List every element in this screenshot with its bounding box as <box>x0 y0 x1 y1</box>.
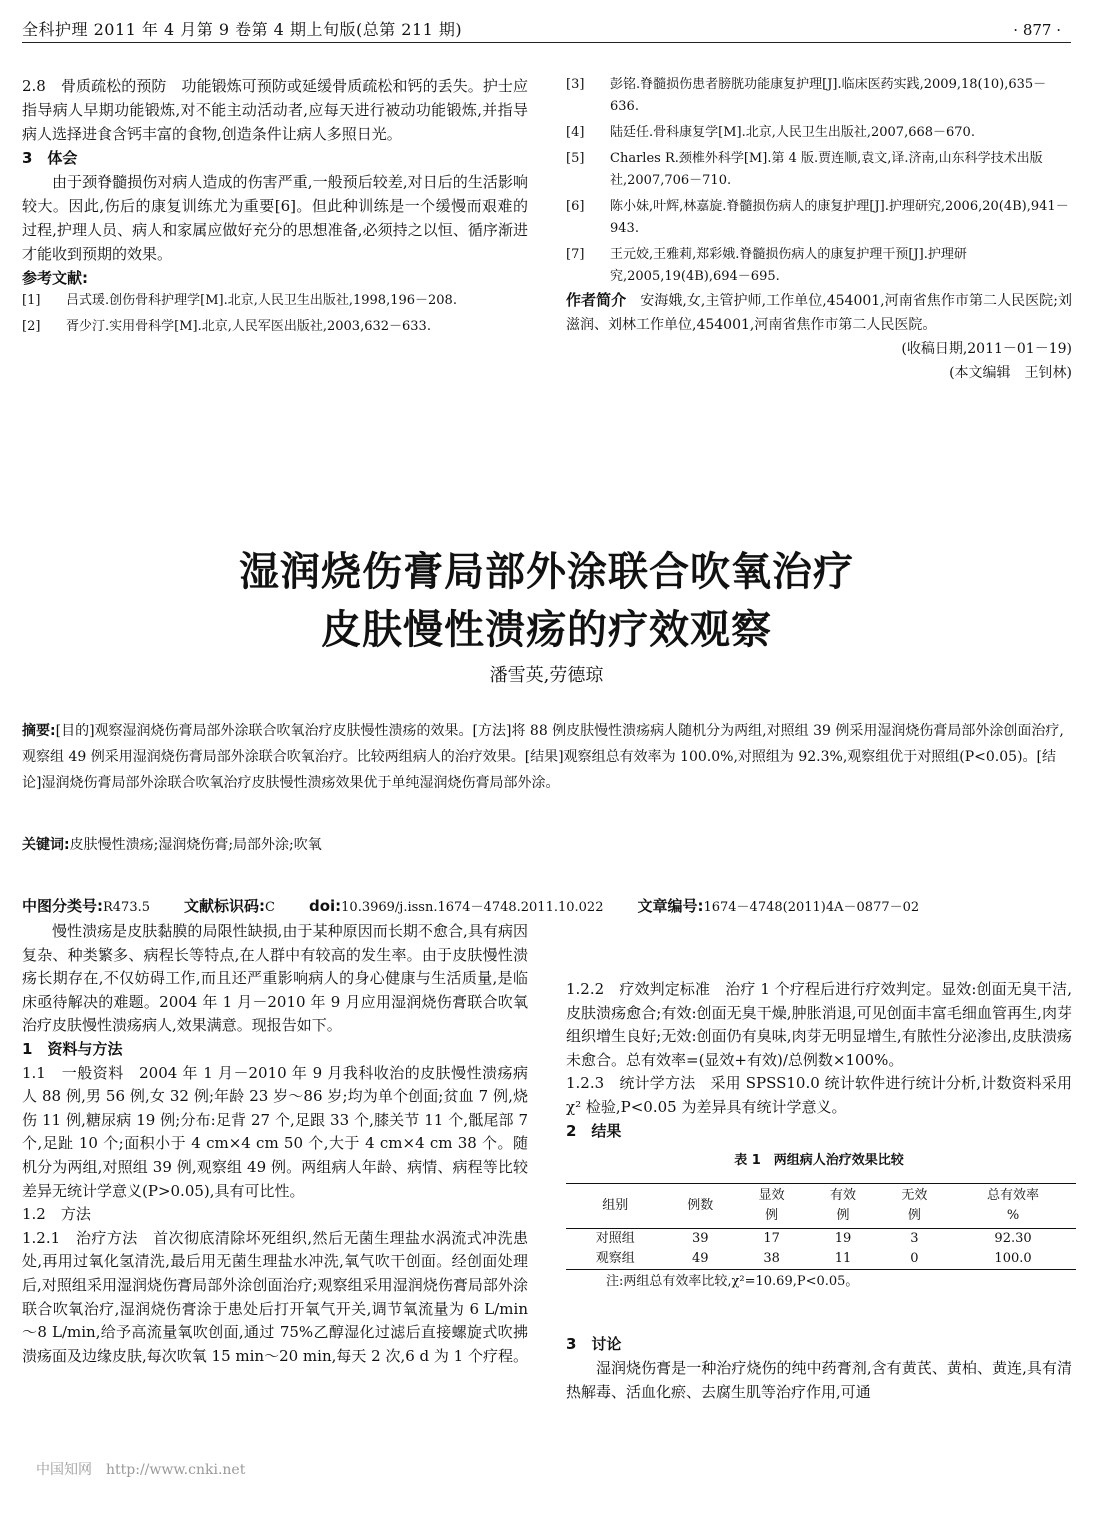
table-caption: 表 1 两组病人治疗效果比较 <box>734 1153 904 1169</box>
clc <box>22 894 150 920</box>
table-cell: 39 <box>692 1230 709 1246</box>
reference-item <box>22 316 528 338</box>
watermark: 中国知网 http://www.cnki.net <box>36 1462 246 1478</box>
ref-number: [6] <box>566 199 585 214</box>
table-header-row <box>566 1183 1076 1228</box>
article-title-line-1: 湿润烧伤膏局部外涂联合吹氧治疗 <box>239 549 854 595</box>
table-header-cell: 有效 例 <box>807 1183 878 1228</box>
keywords-label: 关键词: <box>22 837 70 853</box>
reference-item <box>566 196 1072 240</box>
section-3-heading: 3 体会 <box>22 149 78 167</box>
section-2-8-text: 功能锻炼可预防或延缓骨质疏松和钙的丢失。护士应指导病人早期功能锻炼,对不能主动活动者,应每天进行被动功能锻炼,并指导病人选择进食含钙丰富的食物,创造条件让病人多照日光。 <box>22 77 528 143</box>
references-heading: 参考文献: <box>22 269 88 287</box>
author-bio-text: 安海娥,女,主管护师,工作单位,454001,河南省焦作市第二人民医院;刘滋润、刘林工作单位,454001,河南省焦作市第二人民医院。 <box>566 293 1072 333</box>
table-header-cell: 总有效率 % <box>950 1183 1076 1228</box>
section-1-2-2-heading: 1.2.2 疗效判定标准 <box>566 980 711 998</box>
reference-item <box>566 244 1072 288</box>
doc-code <box>184 894 275 920</box>
clc-value: R473.5 <box>103 900 151 915</box>
editor-note: (本文编辑 王钊林) <box>949 365 1072 381</box>
reference-item <box>22 290 528 312</box>
ref-number: [2] <box>22 319 41 334</box>
section-1-2-heading: 1.2 方法 <box>22 1205 91 1224</box>
table-cell: 38 <box>736 1249 807 1270</box>
prev-article-left-column <box>22 74 528 338</box>
abstract-text: [目的]观察湿润烧伤膏局部外涂联合吹氧治疗皮肤慢性溃疡的效果。[方法]将 88 例皮肤慢性溃疡病人随机分为两组,对照组 39 例采用湿润烧伤膏局部外涂创面治疗,观察组 49 例采用湿润烧伤膏局部外涂联合吹氧治疗。比较两组病人的治疗效果。[结果]观察组总有效率为 100.0%,对照组为 92.3%,观察组优于对照组(P<0.05)。[结论]湿润烧伤膏局部外涂联合吹氧治疗皮肤慢性溃疡效果优于单纯湿润烧伤膏局部外涂。 <box>22 723 1064 791</box>
intro-text: 慢性溃疡是皮肤黏膜的局限性缺损,由于某种原因而长期不愈合,具有病因复杂、种类繁多、病程长等特点,在人群中有较高的发生率。由于皮肤慢性溃疡长期存在,不仅妨碍工作,而且还严重影响病人的身心健康与生活质量,是临床亟待解决的难题。2004 年 1 月－2010 年 9 月应用湿润烧伤膏联合吹氧治疗皮肤慢性溃疡病人,效果满意。现报告如下。 <box>22 922 528 1035</box>
ref-number: [4] <box>566 125 585 140</box>
table-row <box>566 1228 1076 1249</box>
article-number-value: 1674－4748(2011)4A－0877－02 <box>703 900 920 915</box>
author-bio <box>566 288 1072 337</box>
section-1-2-3 <box>566 1072 1072 1119</box>
doc-code-label: 文献标识码: <box>184 897 266 915</box>
section-1-2-2 <box>566 978 1072 1072</box>
table-cell: 19 <box>834 1230 852 1246</box>
table-cell: 49 <box>665 1249 736 1270</box>
journal-info: 全科护理 2011 年 4 月第 9 卷第 4 期上旬版(总第 211 期) <box>22 20 463 39</box>
section-1-heading: 1 资料与方法 <box>22 1039 123 1058</box>
article-authors: 潘雪英,劳德琼 <box>489 665 604 686</box>
table-cell: 100.0 <box>950 1249 1076 1270</box>
ref-text: 王元姣,王雅莉,郑彩娥.脊髓损伤病人的康复护理干预[J].护理研究,2005,19(4B),694－695. <box>610 247 967 284</box>
doi-value: 10.3969/j.issn.1674－4748.2011.10.022 <box>341 900 604 915</box>
section-1-1-heading: 1.1 一般资料 <box>22 1063 124 1082</box>
doi-label: doi: <box>308 897 342 915</box>
section-1-2-1-text: 首次彻底清除坏死组织,然后无菌生理盐水涡流式冲洗患处,再用过氧化氢清洗,最后用无菌生理盐水冲洗,氧气吹干创面。经创面处理后,对照组采用湿润烧伤膏局部外涂创面治疗;观察组采用湿润烧伤膏局部外涂联合吹氧治疗,湿润烧伤膏涂于患处后打开氧气开关,调节氧流量为 6 L/min～8 L/min,给予高流量氧吹创面,通过 75%乙醇湿化过滤后直接螺旋式吹拂溃疡面及边缘皮肤,每次吹氧 15 min～20 min,每天 2 次,6 d 为 1 个疗程。 <box>22 1228 528 1365</box>
section-2-heading: 2 结果 <box>566 1121 622 1140</box>
classification-line <box>22 894 1072 920</box>
section-1-1-text: 2004 年 1 月－2010 年 9 月我科收治的皮肤慢性溃疡病人 88 例,男 56 例,女 32 例;年龄 23 岁～86 岁;均为单个创面;贫血 7 例,烧伤 11 例,糖尿病 19 例;分布:足背 27 个,足跟 33 个,膝关节 11 个,骶尾部 7 个,足趾 10 个;面积小于 4 cm×4 cm 50 个,大于 4 cm×4 cm 38 个。随机分为两组,对照组 39 例,观察组 49 例。两组病人年龄、病情、病程等比较差异无统计学意义(P>0.05),具有可比性。 <box>22 1063 528 1200</box>
reference-item <box>566 148 1072 192</box>
ref-number: [3] <box>566 77 585 92</box>
section-3-text: 由于颈脊髓损伤对病人造成的伤害严重,一般预后较差,对日后的生活影响较大。因此,伤后的康复训练尤为重要[6]。但此种训练是一个缓慢而艰难的过程,护理人员、病人和家属应做好充分的思想准备,必须持之以恒、循序渐进才能收到预期的效果。 <box>22 173 528 263</box>
article-number <box>637 894 919 920</box>
section-1-2-3-text: 采用 SPSS10.0 统计软件进行统计分析,计数资料采用 χ² 检验,P<0.05 为差异具有统计学意义。 <box>566 1074 1072 1116</box>
abstract-label: 摘要: <box>22 723 56 739</box>
page-header <box>22 16 1071 43</box>
ref-text: 陈小妹,叶辉,林嘉旋.脊髓损伤病人的康复护理[J].护理研究,2006,20(4B),941－943. <box>610 199 1069 236</box>
table-header-cell: 显效 例 <box>736 1183 807 1228</box>
section-2-8 <box>22 74 528 146</box>
table-header-cell: 无效 例 <box>879 1183 950 1228</box>
reference-item <box>566 122 1072 144</box>
ref-text: 彭铭.脊髓损伤患者膀胱功能康复护理[J].临床医药实践,2009,18(10),635－636. <box>610 77 1047 114</box>
results-table <box>566 1183 1076 1270</box>
ref-number: [5] <box>566 151 585 166</box>
clc-label: 中图分类号: <box>22 897 103 915</box>
table-cell: 11 <box>807 1249 878 1270</box>
section-1-2-3-heading: 1.2.3 统计学方法 <box>566 1074 696 1093</box>
author-bio-label: 作者简介 <box>566 291 627 309</box>
table-cell: 观察组 <box>566 1249 665 1270</box>
prev-article-right-column <box>566 74 1072 385</box>
ref-text: Charles R.颈椎外科学[M].第 4 版.贾连顺,袁文,译.济南,山东科学技术出版社,2007,706－710. <box>610 151 1043 188</box>
article-right-column <box>566 920 1072 1404</box>
table-header-cell: 组别 <box>566 1183 665 1228</box>
article-number-label: 文章编号: <box>637 897 704 915</box>
abstract <box>22 718 1072 796</box>
section-3-discussion-text: 湿润烧伤膏是一种治疗烧伤的纯中药膏剂,含有黄芪、黄柏、黄连,具有清热解毒、活血化瘀、去腐生肌等治疗作用,可通 <box>566 1358 1072 1401</box>
page-number: · 877 · <box>1013 21 1061 39</box>
table-note: 注:两组总有效率比较,χ²=10.69,P<0.05。 <box>606 1273 859 1289</box>
doc-code-value: C <box>265 900 275 915</box>
ref-number: [1] <box>22 293 41 308</box>
section-2-8-heading: 2.8 骨质疏松的预防 <box>22 77 167 95</box>
table-header-cell: 例数 <box>665 1183 736 1228</box>
table-cell: 3 <box>910 1230 919 1246</box>
table-row <box>566 1249 1076 1270</box>
article-title-line-2: 皮肤慢性溃疡的疗效观察 <box>321 607 772 653</box>
section-3-discussion-heading: 3 讨论 <box>566 1335 622 1354</box>
received-date: (收稿日期,2011－01－19) <box>901 341 1072 357</box>
ref-text: 吕式瑗.创伤骨科护理学[M].北京,人民卫生出版社,1998,196－208. <box>66 293 457 308</box>
ref-text: 胥少汀.实用骨科学[M].北京,人民军医出版社,2003,632－633. <box>66 319 431 334</box>
ref-number: [7] <box>566 247 585 262</box>
reference-item <box>566 74 1072 118</box>
table-cell: 对照组 <box>595 1230 635 1246</box>
section-1-2-1 <box>22 1227 528 1369</box>
section-1-2-1-heading: 1.2.1 治疗方法 <box>22 1228 138 1247</box>
section-1-2-2-text: 治疗 1 个疗程后进行疗效判定。显效:创面无臭干洁,皮肤溃疡愈合;有效:创面无臭干燥,肿胀消退,可见创面丰富毛细血管再生,肉芽组织增生良好;无效:创面仍有臭味,肉芽无明显增生,有脓性分泌渗出,皮肤溃疡未愈合。总有效率=(显效+有效)/总例数×100%。 <box>566 980 1072 1069</box>
section-1-1 <box>22 1062 528 1204</box>
table-cell: 0 <box>879 1249 950 1270</box>
keywords-text: 皮肤慢性溃疡;湿润烧伤膏;局部外涂;吹氧 <box>69 837 322 853</box>
table-cell: 17 <box>763 1230 780 1246</box>
table-cell: 92.30 <box>994 1230 1032 1246</box>
article-left-column <box>22 920 528 1368</box>
ref-text: 陆廷任.骨科康复学[M].北京,人民卫生出版社,2007,668－670. <box>610 125 975 140</box>
doi <box>309 894 604 920</box>
keywords <box>22 832 1072 858</box>
